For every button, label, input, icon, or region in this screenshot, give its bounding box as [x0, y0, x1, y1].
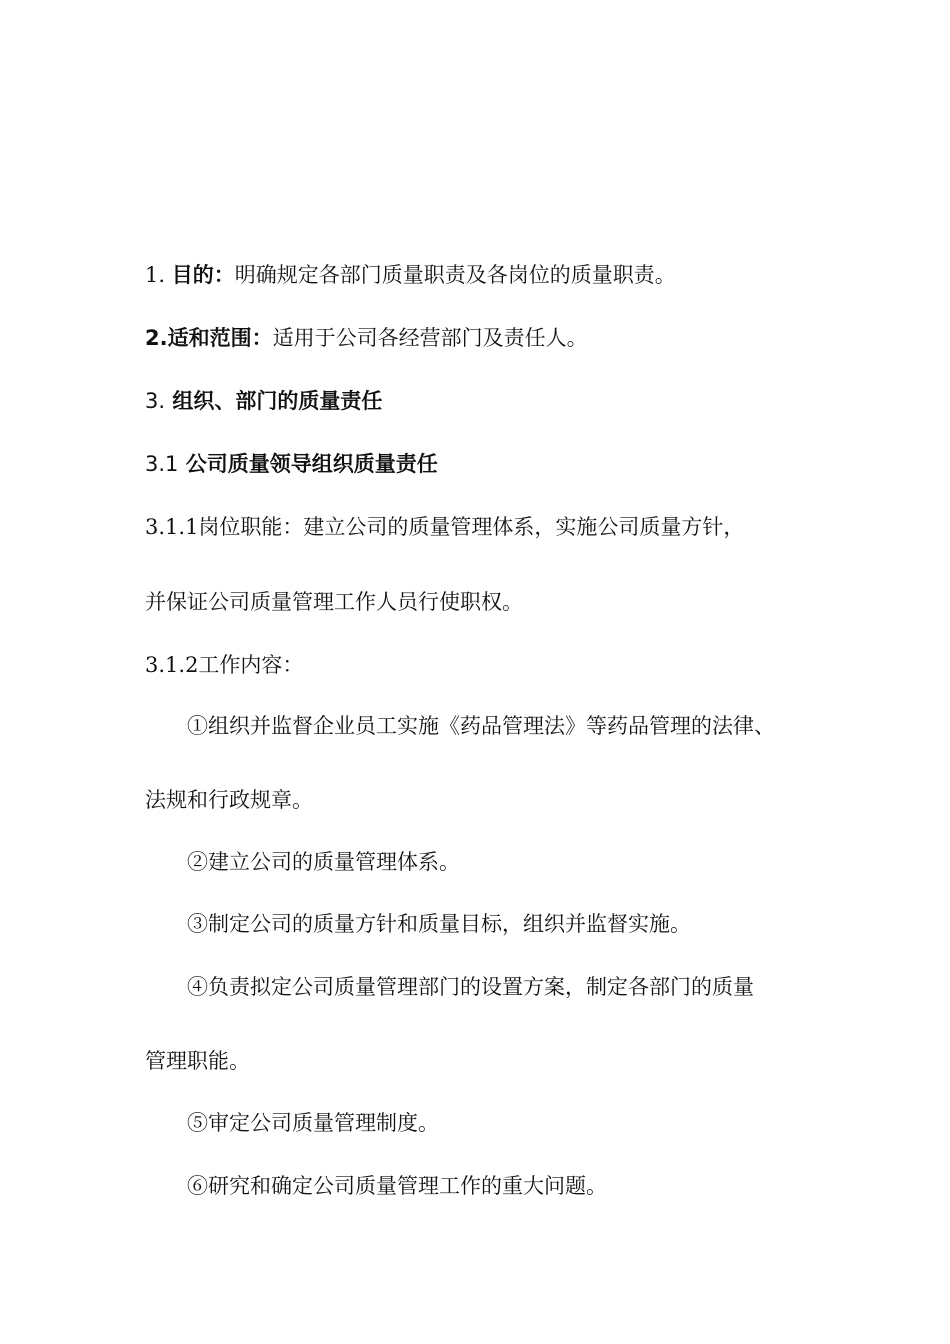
section-3-1-heading [145, 454, 438, 475]
work-item-6: ⑥研究和确定公司质量管理工作的重大问题。 [187, 1174, 607, 1198]
work-item-1-line-1: ①组织并监督企业员工实施《药品管理法》等药品管理的法律、 [187, 714, 775, 738]
section-1-number: 1. [145, 263, 166, 287]
section-3-title: 组织、部门的质量责任 [172, 389, 383, 413]
section-2-label: 适和范围： [167, 326, 273, 350]
section-3-heading [145, 391, 382, 412]
work-item-4-line-1: ④负责拟定公司质量管理部门的设置方案，制定各部门的质量 [187, 975, 754, 999]
work-item-2: ②建立公司的质量管理体系。 [187, 850, 460, 874]
section-3-number: 3. [145, 389, 166, 413]
section-2-scope [145, 328, 588, 349]
section-3-1-1-line-2: 并保证公司质量管理工作人员行使职权。 [145, 590, 523, 614]
section-1-purpose [145, 265, 676, 286]
work-item-5: ⑤审定公司质量管理制度。 [187, 1111, 439, 1135]
section-1-label: 目的： [171, 263, 235, 287]
section-3-1-2-heading: 3.1.2工作内容： [145, 653, 304, 677]
work-item-4-line-2: 管理职能。 [145, 1049, 250, 1073]
section-2-text: 适用于公司各经营部门及责任人。 [272, 326, 588, 350]
section-3-1-number: 3.1 [145, 452, 179, 476]
section-3-1-1-line-1: 3.1.1岗位职能：建立公司的质量管理体系，实施公司质量方针， [145, 515, 745, 539]
section-2-number: 2. [145, 326, 168, 350]
work-item-3: ③制定公司的质量方针和质量目标，组织并监督实施。 [187, 912, 691, 936]
work-item-1-line-2: 法规和行政规章。 [145, 788, 313, 812]
section-3-1-title: 公司质量领导组织质量责任 [185, 452, 438, 476]
section-1-text: 明确规定各部门质量职责及各岗位的质量职责。 [234, 263, 676, 287]
